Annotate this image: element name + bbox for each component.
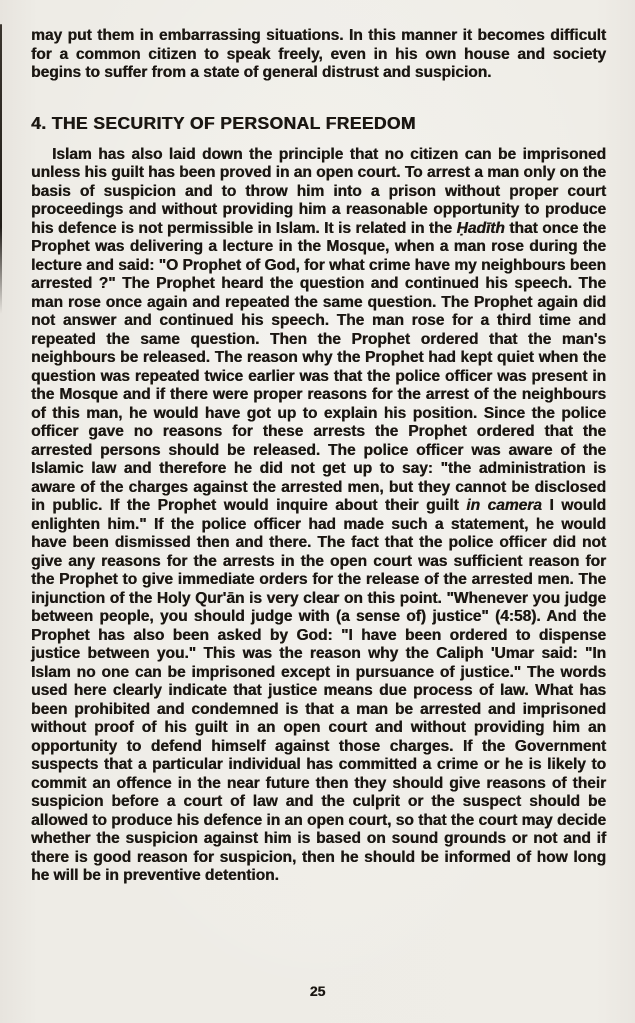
scan-edge-artifact bbox=[0, 24, 2, 314]
intro-paragraph: may put them in embarrassing situations. In this manner it becomes difficult for a common citizen to speak freely, even in his own house and society begins to suffer from a state of general distrust and suspicion. bbox=[31, 27, 606, 81]
main-paragraph: Islam has also laid down the principle that no citizen can be imprisoned unless his guilt has been proved in an open court. To arrest a man only on the basis of suspicion and to throw him into a prison without proper court proceedings and without providing him a reasonable opportunity to produce his defence is not permissible in Islam. It is related in the Ḥadīth that once the Prophet was delivering a lecture in the Mosque, when a man rose during the lecture and said: "O Prophet of God, for what crime have my neighbours been arrested ?" The Prophet heard the question and continued his speech. The man rose once again and repeated the same question. The Prophet again did not answer and continued his speech. The man rose for a third time and repeated the same question. Then the Prophet ordered that the man's neighbours be released. The reason why the Prophet had kept quiet when the question was repeated twice earlier was that the police officer was present in the Mosque and if there were proper reasons for the arrest of the neighbours of this man, he would have got up to explain his position. Since the police officer gave no reasons for these arrests the Prophet ordered that the arrested persons should be released. The police officer was aware of the Islamic law and therefore he did not get up to say: "the administration is aware of the charges against the arrested men, but they cannot be disclosed in public. If the Prophet would inquire about their guilt in camera I would enlighten him." If the police officer had made such a statement, he would have been dismissed then and there. The fact that the police officer did not give any reasons for the arrests in the open court was sufficient reason for the Prophet to give immediate orders for the release of the arrested men. The injunction of the Holy Qur'ān is very clear on this point. "Whenever you judge between people, you should judge with (a sense of) justice" (4:58). And the Prophet has also been asked by God: "I have been ordered to dispense justice between you." This was the reason why the Caliph 'Umar said: "In Islam no one can be imprisoned except in pursuance of justice." The words used here clearly indicate that justice means due process of law. What has been prohibited and condemned is that a man be arrested and imprisoned without proof of his guilt in an open court and without providing him an opportunity to defend himself against those charges. If the Government suspects that a particular individual has committed a crime or he is likely to commit an offence in the near future then they should give reasons of their suspicion before a court of law and the culprit or the suspect should be allowed to produce his defence in an open court, so that the court may decide whether the suspicion against him is based on sound grounds or not and if there is good reason for suspicion, then he should be informed of how long he will be in preventive detention. bbox=[31, 145, 606, 884]
page-number: 25 bbox=[309, 983, 326, 999]
section-heading: 4. THE SECURITY OF PERSONAL FREEDOM bbox=[31, 112, 416, 133]
